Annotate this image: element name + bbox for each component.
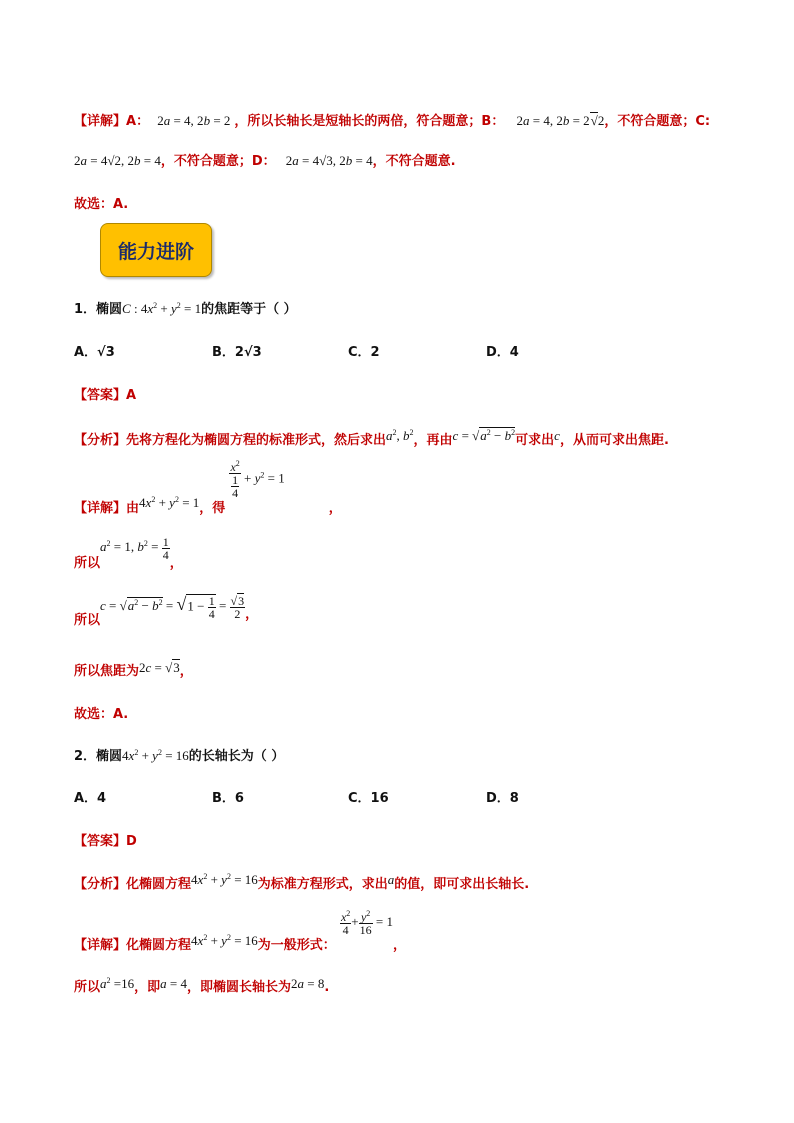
analysis-text: ，从而可求出焦距. (559, 433, 669, 448)
detail-text: 为一般形式： (257, 938, 336, 953)
detail-text: ，得 (199, 501, 226, 516)
q1-analysis (74, 428, 669, 448)
q2-so (74, 976, 329, 995)
q2-analysis (74, 872, 529, 892)
formula-a: 2a = 4, 2b = 2 (157, 113, 231, 128)
formula-c-def: $c = √a^2 - b^2$ (452, 428, 516, 443)
option-a-label: A： (126, 114, 150, 129)
formula-ellipse: $4x^2 + y^2 = 1$ (139, 495, 200, 510)
so-text: 所以 (74, 556, 101, 571)
detail-label: 【详解】 (74, 938, 127, 953)
so-text: ，即椭圆长轴长为 (186, 980, 291, 995)
detail-text: ， (328, 501, 342, 516)
so-text: ，即 (134, 980, 161, 995)
so-end: ， (179, 664, 193, 679)
formula-b: 2a = 4, 2b = 2√2 (516, 113, 605, 128)
q1-stem-prefix: 1．椭圆 (74, 302, 123, 317)
so-text: 所以 (74, 613, 101, 629)
q2-stem-suffix: 的长轴长为（ ） (188, 749, 285, 764)
option-d-label: D： (251, 154, 276, 169)
detail-label: 【详解】 (74, 501, 127, 516)
q1-choice: 故选：A. (74, 707, 129, 722)
so-end: ， (169, 556, 183, 571)
formula-a2b2: $a^2 = 1$, $b^2$ = $\frac{1}{4}$ (100, 535, 169, 562)
formula-a4: a = 4 (160, 976, 187, 991)
formula-a2: $a^2 =16$ (100, 976, 135, 991)
q2-stem-prefix: 2．椭圆 (74, 749, 123, 764)
analysis-label: 【分析】 (74, 433, 127, 448)
q2-option-d: D．8 (486, 791, 519, 806)
formula-c-value: $c = √a^2 - b^2 = √1$ − $\frac{1}{4}$ = $\frac{√3}{2}$ (100, 594, 245, 621)
detail-text: ， (392, 938, 406, 953)
formula-ellipse-2: $4x^2 + y^2 = 16$ (191, 872, 258, 887)
formula-d: 2a = 4√3, 2b = 4 (285, 153, 373, 168)
formula-2a8: 2a = 8 (290, 976, 325, 991)
q1-so-3 (74, 660, 193, 679)
formula-ellipse-3: $4x^2 + y^2 = 16$ (191, 933, 258, 948)
section-badge: 能力进阶 (100, 223, 212, 277)
detail-text: 由 (126, 501, 140, 516)
option-a-text: ，所以长轴长是短轴长的两倍，符合题意； (234, 114, 482, 129)
q1-so-2 (74, 594, 259, 629)
prev-detail-line-2 (74, 150, 456, 169)
formula-c: 2a = 4√2, 2b = 4 (74, 153, 161, 168)
so-text: 所以焦距为 (74, 664, 140, 679)
q2-detail (74, 909, 406, 953)
q2-option-b: B．6 (212, 791, 244, 806)
q2-stem-formula: $4x^2 + y^2 = 16$ (122, 748, 189, 763)
analysis-text: 先将方程化为椭圆方程的标准形式，然后求出 (126, 433, 387, 448)
q1-so-1 (74, 535, 183, 571)
option-c-text: ，不符合题意； (160, 154, 252, 169)
formula-standard: $\frac{x^2}{\frac{1}{4}}$ + $y^2 = 1$ (230, 459, 285, 500)
formula-general: $\frac{x^2}{4}$ + $\frac{y^2}{16}$ = 1 (340, 909, 393, 937)
q2-stem (74, 745, 284, 764)
formula-a-var: a (387, 872, 395, 887)
analysis-text: 可求出 (515, 433, 555, 448)
formula-focal: 2c = √3 (139, 660, 180, 675)
analysis-text: 的值，即可求出长轴长. (394, 877, 530, 892)
option-b-text: ，不符合题意； (604, 114, 696, 129)
prev-detail-line-1 (74, 110, 710, 129)
formula-c-var: c (554, 428, 560, 443)
so-end: ， (245, 607, 259, 623)
option-d-text: ，不符合题意. (372, 154, 456, 169)
analysis-text: ，再由 (413, 433, 453, 448)
option-b-label: B： (481, 114, 505, 129)
q1-option-b: B．2√3 (212, 345, 262, 360)
q1-stem (74, 298, 297, 317)
q1-detail (74, 459, 342, 516)
q1-option-a: A．√3 (74, 345, 115, 360)
formula-ab: $a^2$, $b^2$ (386, 428, 414, 443)
prev-choice: 故选：A. (74, 197, 129, 212)
q2-option-a: A．4 (74, 791, 107, 806)
q1-answer: 【答案】A (74, 388, 137, 403)
q1-stem-formula: C : $4x^2 + y^2 = 1$ (122, 301, 202, 316)
analysis-text: 化椭圆方程 (126, 877, 192, 892)
detail-text: 化椭圆方程 (126, 938, 192, 953)
analysis-text: 为标准方程形式，求出 (257, 877, 388, 892)
q2-option-c: C．16 (348, 791, 389, 806)
detail-label: 【详解】 (74, 114, 127, 129)
q1-option-c: C．2 (348, 345, 380, 360)
q1-option-d: D．4 (486, 345, 519, 360)
analysis-label: 【分析】 (74, 877, 127, 892)
q1-stem-suffix: 的焦距等于（ ） (201, 302, 297, 317)
so-text: 所以 (74, 980, 101, 995)
so-end: . (324, 980, 330, 995)
option-c-label: C: (695, 114, 711, 129)
q2-answer: 【答案】D (74, 834, 137, 849)
